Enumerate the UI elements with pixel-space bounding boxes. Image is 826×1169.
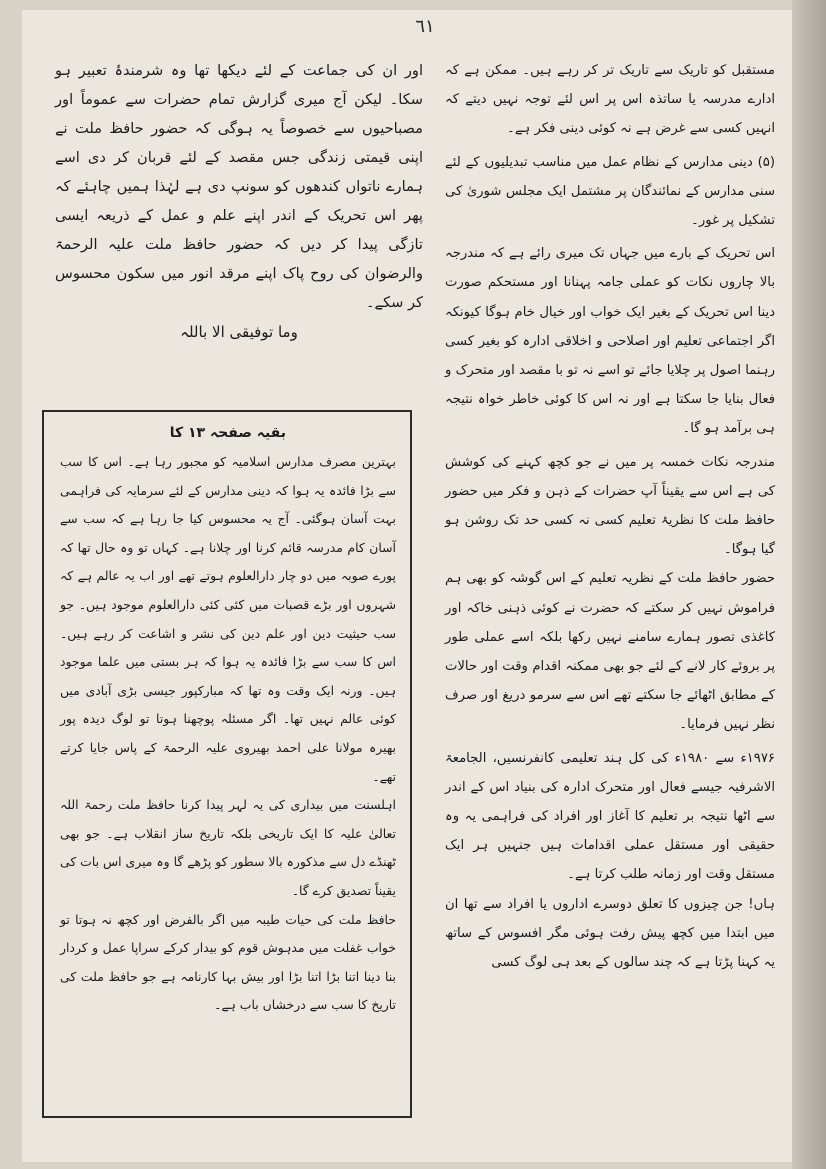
right-paragraph: (۵) دینی مدارس کے نظام عمل میں مناسب تبدیلیوں کے لئے سنی مدارس کے نمائندگان پر مشتمل ایک مجلس شوریٰ کی تشکیل پر غور۔ xyxy=(445,154,775,229)
box-heading: بقیہ صفحہ ۱۳ کا xyxy=(169,425,286,441)
right-column-text xyxy=(445,56,775,977)
right-paragraph: حضور حافظ ملت کے نظریہ تعلیم کے اس گوشہ کو بھی ہم فراموش نہیں کر سکتے کہ حضرت نے کوئی ذہنی خاکہ اور کاغذی تصور ہمارے سامنے نہیں رکھا بلکہ اسے عملی طور پر بروئے کار لانے کے لئے جو بھی ممکنہ اقدام وقت اور حالات کے مطابق اٹھائے جا سکتے تھے اس سے سرمو دریغ اور صرف نظر نہیں فرمایا۔ xyxy=(445,571,775,733)
right-paragraph: ۱۹۷۶ء سے ۱۹۸۰ء کی کل ہند تعلیمی کانفرنسیں، الجامعۃ الاشرفیہ جیسے فعال اور متحرک ادارہ کی بنیاد اس کے اندر سے اٹھا نتیجہ بر تعلیم کا آغاز اور افراد کی فراہمی یہ وہ حقیقی اور مستقل عملی اقدامات ہیں جنہیں ہر ایک مستقل وقت اور زمانہ طلب کرتا ہے۔ xyxy=(445,750,775,883)
closing-line: وما توفیقی الا باللہ xyxy=(180,323,298,341)
continued-note-box xyxy=(42,410,412,1118)
right-paragraph: مستقبل کو تاریک سے تاریک تر کر رہے ہیں۔ ممکن ہے کہ ادارے مدرسہ یا ساتذہ اس پر اس لئے توجہ نہیں دیتے کہ انہیں کسی سے غرض ہے نہ کوئی دینی فکر ہے۔ xyxy=(445,63,775,137)
right-paragraph: مندرجہ نکات خمسہ پر میں نے جو کچھ کہنے کی کوشش کی ہے اس سے یقیناً آپ حضرات کے ذہن و فکر میں حضور حافظ ملت کا نظریۂ تعلیم کسی نہ کسی حد تک روشن ہو گیا ہوگا۔ xyxy=(445,454,775,558)
left-paragraph: اور ان کی جماعت کے لئے دیکھا تھا وہ شرمندۂ تعبیر ہو سکا۔ لیکن آج میری گزارش تمام حضرات سے عموماً اور مصباحیوں سے خصوصاً یہ ہوگی کہ حضور حافظ ملت نے اپنی قیمتی زندگی جس مقصد کے لئے قربان کر دی اسے ہمارے ناتواں کندھوں کو سونپ دی ہے لہٰذا ہمیں چاہئے کہ پھر اس تحریک کے اندر اپنے علم و عمل کے ذریعہ ایسی تازگی پیدا کر دیں کہ حضور حافظ ملت علیہ الرحمۃ والرضوان کی روح پاک اپنے مرقد انور میں سکون محسوس کر سکے۔ xyxy=(55,62,423,311)
right-paragraph: اس تحریک کے بارے میں جہاں تک میری رائے ہے کہ مندرجہ بالا چاروں نکات کو عملی جامہ پہنانا اور مستحکم صورت دینا اس تحریک کے بغیر ایک خواب اور خیال خام ہوگا کیونکہ اگر اجتماعی تعلیم اور اصلاحی و اخلاقی ادارہ کو بغیر کسی رہنما اصول پر چلایا جائے تو اسے نہ تو با مقصد اور متحرک و فعال بنایا جا سکتا ہے اور نہ اس کا کوئی خاطر خواہ نتیجہ ہی برآمد ہو گا۔ xyxy=(445,246,775,437)
right-paragraph: ہاں! جن چیزوں کا تعلق دوسرے اداروں یا افراد سے تھا ان میں ابتدا میں کچھ پیش رفت ہوئی مگر افسوس کے ساتھ یہ کہنا پڑتا ہے کہ چند سالوں کے بعد ہی لوگ کسی xyxy=(445,896,775,971)
box-paragraph: بہترین مصرف مدارس اسلامیہ کو مجبور رہا ہے۔ اس کا سب سے بڑا فائدہ یہ ہوا کہ دینی مدارس کے لئے سرمایہ کی فراہمی بہت آسان ہوگئی۔ آج یہ محسوس کیا جا رہا ہے کہ سب سے آسان کام مدرسہ قائم کرنا اور چلانا ہے۔ کہاں تو وہ حال تھا کہ پورے صوبہ میں دو چار دارالعلوم ہوتے تھے اور اب یہ عالم ہے کہ شہروں اور بڑے قصبات میں کئی کئی دارالعلوم موجود ہیں۔ جو سب حیثیت دین اور علم دین کی نشر و اشاعت کر رہے ہیں۔ اس کا سب سے بڑا فائدہ یہ ہوا کہ ہر بستی میں علما موجود ہیں۔ ورنہ ایک وقت وہ تھا کہ مبارکپور جیسی بڑی آبادی میں کوئی عالم نہیں تھا۔ اگر مسئلہ پوچھنا ہوتا تو لوگ دیدہ پور بھیرہ مولانا علی احمد بھیروی علیہ الرحمۃ کے پاس جایا کرتے تھے۔ xyxy=(60,454,396,784)
box-text xyxy=(60,418,396,1020)
page-edge-shadow xyxy=(792,0,826,1169)
page-number: ٦١ xyxy=(415,16,435,37)
box-paragraph: اہلسنت میں بیداری کی یہ لہر پیدا کرنا حافظ ملت رحمۃ اللہ تعالیٰ علیہ کا ایک تاریخی بلکہ تاریخ ساز انقلاب ہے۔ جو بھی ٹھنڈے دل سے مذکورہ بالا سطور کو پڑھے گا وہ میری اس بات کی یقیناً تصدیق کرے گا۔ xyxy=(60,797,396,898)
box-paragraph: حافظ ملت کی حیات طیبہ میں اگر بالفرض اور کچھ نہ ہوتا تو خواب غفلت میں مدہوش قوم کو بیدار کرکے سراپا عمل و کردار بنا دینا اتنا بڑا اتنا بڑا اور بیش بہا کارنامہ ہے جو حافظ ملت کی تاریخ کا سب سے درخشاں باب ہے۔ xyxy=(60,911,396,1013)
left-column-text xyxy=(55,56,423,347)
